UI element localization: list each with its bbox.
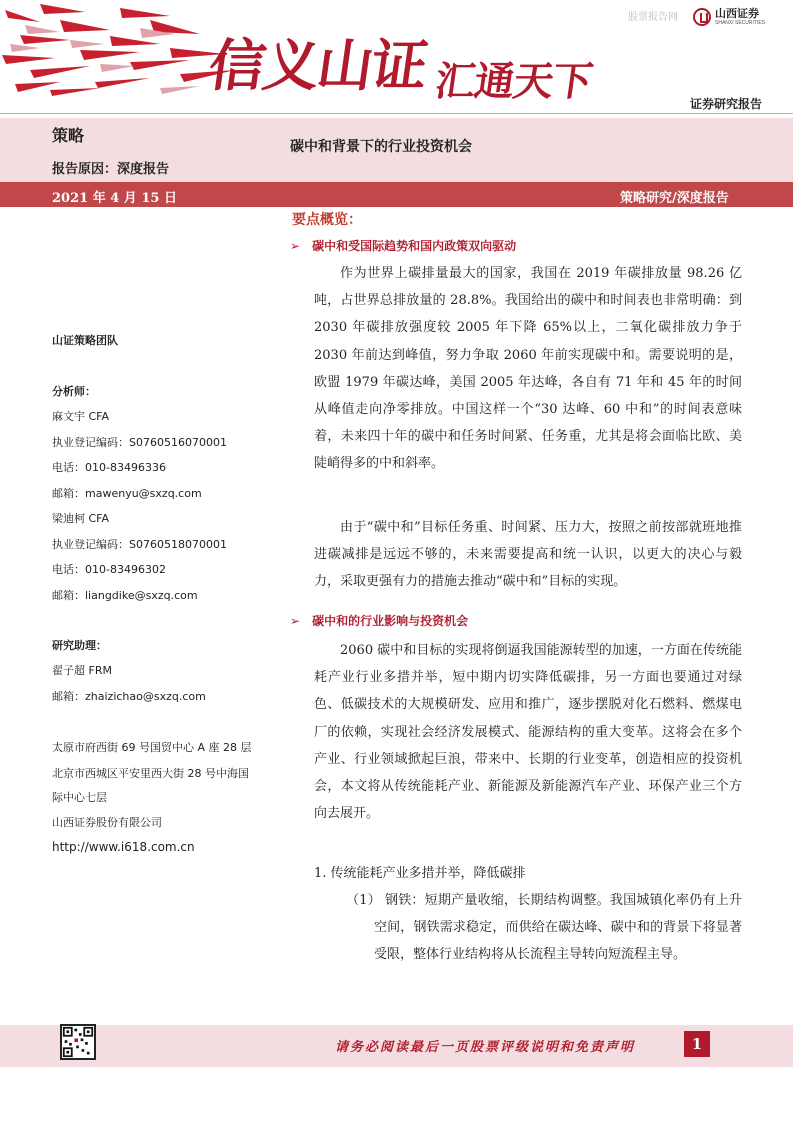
summary-heading: 要点概览： xyxy=(292,212,362,228)
company-logo xyxy=(693,8,765,26)
report-date: 2021 年 4 月 15 日 xyxy=(52,191,177,206)
page-number: 1 xyxy=(684,1031,710,1057)
report-reason: 报告原因：深度报告 xyxy=(52,162,170,177)
sub-item-text: 钢铁：短期产量收缩，长期结构调整。我国城镇化率仍有上升空间，钢铁需求稳定，而供给在碳达峰、碳中和的背景下将显著受限，整体行业结构将从长流程主导转向短流程主导。 xyxy=(374,893,742,962)
analyst-phone: 电话：010-83496336 xyxy=(52,461,166,474)
assistant-email[interactable]: 邮箱：zhaizichao@sxzq.com xyxy=(52,690,206,703)
section-heading-text: 碳中和的行业影响与投资机会 xyxy=(312,614,469,628)
qr-code-icon xyxy=(60,1024,96,1060)
report-category: 策略 xyxy=(52,126,85,145)
slogan-calligraphy-a: 信义山证 xyxy=(204,34,430,99)
company-name: 山西证券股份有限公司 xyxy=(52,816,162,829)
analyst-phone: 电话：010-83496302 xyxy=(52,563,166,576)
section-heading xyxy=(290,612,468,629)
disclaimer-notice: 请务必阅读最后一页股票评级说明和免责声明 xyxy=(335,1040,636,1055)
logo-mark-icon xyxy=(693,8,711,26)
team-name: 山证策略团队 xyxy=(52,334,118,347)
website-link[interactable]: http://www.i618.com.cn xyxy=(52,840,195,854)
analyst-email[interactable]: 邮箱：liangdike@sxzq.com xyxy=(52,589,198,602)
paragraph: 作为世界上碳排量最大的国家，我国在 2019 年碳排放量 98.26 亿吨，占世界总排放量的 28.8%。我国给出的碳中和时间表也非常明确：到 2030 年碳排放强度较 2005 年下降 65%以上，二氧化碳排放力争于 2030 年前达到峰值，努力争取 2060 年前实现碳中和。需要说明的是，欧盟 1979 年碳达峰，美国 2005 年达峰，各自有 71 年和 45 年的时间从峰值走向净零排放。中国这样一个“30 达峰、60 中和”的时间表意味着，未来四十年的碳中和任务时间紧、任务重，尤其是将会面临比欧、美陡峭得多的中和斜率。 xyxy=(314,266,742,472)
slogan-calligraphy-b: 汇通天下 xyxy=(432,59,595,105)
sub-item xyxy=(346,887,742,968)
page-header xyxy=(0,0,793,118)
section-heading-text: 碳中和受国际趋势和国内政策双向驱动 xyxy=(312,239,517,253)
address-beijing: 北京市西城区平安里西大街 28 号中海国 xyxy=(52,767,249,780)
arrow-bullet-icon: ➢ xyxy=(290,614,301,628)
logo-name-cn: 山西证券 xyxy=(715,7,759,20)
assistant-name: 翟子超 FRM xyxy=(52,664,112,677)
analyst-name: 梁迪柯 CFA xyxy=(52,512,110,525)
analyst-name: 麻文宇 CFA xyxy=(52,410,110,423)
section-heading xyxy=(290,237,516,254)
paragraph: 2060 碳中和目标的实现将倒逼我国能源转型的加速，一方面在传统能耗产业行业多措并举，短中期内切实降低碳排，另一方面也要通过对绿色、低碳技术的大规模研发、应用和推广，逐步摆脱对化石燃料、燃煤电厂的依赖，实现社会经济发展模式、能源结构的重大变革。这将会在多个产业、行业领域掀起巨浪，带来中、长期的行业变革，创造相应的投资机会，本文将从传统能耗产业、新能源及新能源汽车产业、环保产业三个方向去展开。 xyxy=(314,643,742,822)
numbered-heading: 1. 传统能耗产业多措并举，降低碳排 xyxy=(314,866,526,881)
paragraph: 由于“碳中和”目标任务重、时间紧、压力大，按照之前按部就班地推进碳减排是远远不够的，未来需要提高和统一认识，以更大的决心与毅力，采取更强有力的措施去推动“碳中和”目标的实现。 xyxy=(314,520,742,590)
sub-item-label: （1） xyxy=(346,893,381,908)
assistant-label: 研究助理： xyxy=(52,639,107,652)
analyst-reg-code: 执业登记编码：S0760516070001 xyxy=(52,436,227,449)
arrow-bullet-icon: ➢ xyxy=(290,239,301,253)
address-beijing-cont: 际中心七层 xyxy=(52,791,107,804)
report-title: 碳中和背景下的行业投资机会 xyxy=(290,139,472,155)
report-type-label: 证券研究报告 xyxy=(690,97,763,111)
logo-name-en: SHANXI SECURITIES xyxy=(715,20,766,26)
address-taiyuan: 太原市府西街 69 号国贸中心 A 座 28 层 xyxy=(52,741,252,754)
section-type-label: 策略研究/深度报告 xyxy=(620,191,729,206)
red-arrows-decoration xyxy=(0,0,240,112)
header-divider xyxy=(0,113,793,114)
analyst-label: 分析师： xyxy=(52,385,96,398)
watermark: 股票报告网 xyxy=(628,12,678,23)
analyst-reg-code: 执业登记编码：S0760518070001 xyxy=(52,538,227,551)
analyst-email[interactable]: 邮箱：mawenyu@sxzq.com xyxy=(52,487,202,500)
